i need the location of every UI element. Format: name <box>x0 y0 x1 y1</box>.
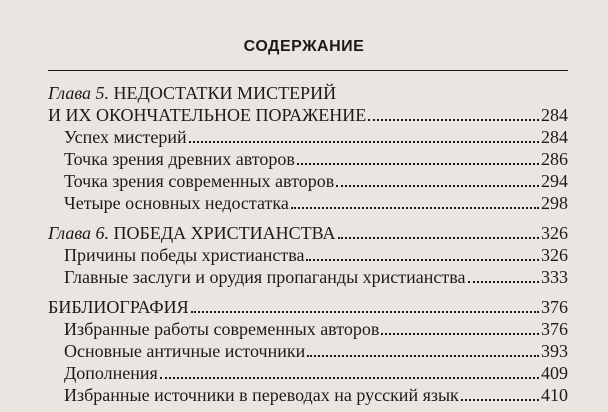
entry-title: Дополнения <box>64 363 158 383</box>
dot-leader <box>160 377 539 379</box>
dot-leader <box>336 185 539 187</box>
toc-entry[interactable] <box>64 148 568 170</box>
page-number: 409 <box>541 363 568 383</box>
entry-title: Причины победы христианства <box>64 245 305 265</box>
chapter-title: И ИХ ОКОНЧАТЕЛЬНОЕ ПОРАЖЕНИЕ <box>48 105 367 125</box>
entry-title: Основные античные источники <box>64 341 306 361</box>
chapter-title-line <box>48 82 568 104</box>
toc-entry[interactable] <box>64 340 568 362</box>
chapter-title: ПОБЕДА ХРИСТИАНСТВА <box>113 223 336 243</box>
dot-leader <box>338 237 539 239</box>
page-number: 298 <box>541 193 568 213</box>
toc-entry[interactable] <box>64 126 568 148</box>
page-number: 393 <box>541 341 568 361</box>
dot-leader <box>306 259 539 261</box>
page-number: 326 <box>541 223 568 243</box>
entry-title: Успех мистерий <box>64 127 187 147</box>
page-heading: СОДЕРЖАНИЕ <box>243 38 365 55</box>
page-number: 284 <box>541 127 568 147</box>
dot-leader <box>381 333 539 335</box>
page-number: 294 <box>541 171 568 191</box>
dot-leader <box>291 207 539 209</box>
chapter-entry[interactable] <box>48 104 568 126</box>
entry-title: Точка зрения древних авторов <box>64 149 295 169</box>
page-number: 410 <box>541 385 568 405</box>
toc-entry[interactable] <box>64 192 568 214</box>
toc-entry[interactable] <box>64 362 568 384</box>
toc-entry[interactable] <box>64 384 568 406</box>
chapter-title-line <box>48 222 336 244</box>
chapter-label: Глава 5. <box>48 83 110 103</box>
page-number: 376 <box>541 297 568 317</box>
dot-leader <box>468 281 539 283</box>
chapter-title: НЕДОСТАТКИ МИСТЕРИЙ <box>113 83 337 103</box>
page-number: 333 <box>541 267 568 287</box>
entry-title: Четыре основных недостатка <box>64 193 289 213</box>
dot-leader <box>307 355 539 357</box>
page-number: 326 <box>541 245 568 265</box>
chapter-label: Глава 6. <box>48 223 110 243</box>
page-number: 376 <box>541 319 568 339</box>
entry-title: Главные заслуги и орудия пропаганды христианства <box>64 267 466 287</box>
toc-entry[interactable] <box>64 266 568 288</box>
entry-title: Избранные работы современных авторов <box>64 319 380 339</box>
dot-leader <box>297 163 539 165</box>
chapter-entry[interactable] <box>48 222 568 244</box>
page-number: 286 <box>541 149 568 169</box>
chapter-entry[interactable] <box>48 296 568 318</box>
toc-entry[interactable] <box>64 170 568 192</box>
entry-title: Избранные источники в переводах на русский язык <box>64 385 459 405</box>
toc-entry[interactable] <box>64 244 568 266</box>
page-number: 284 <box>541 105 568 125</box>
dot-leader <box>191 311 539 313</box>
dot-leader <box>461 399 539 401</box>
toc-entry[interactable] <box>64 318 568 340</box>
dot-leader <box>189 141 539 143</box>
entry-title: Точка зрения современных авторов <box>64 171 335 191</box>
chapter-title: БИБЛИОГРАФИЯ <box>48 297 189 317</box>
dot-leader <box>368 119 539 121</box>
